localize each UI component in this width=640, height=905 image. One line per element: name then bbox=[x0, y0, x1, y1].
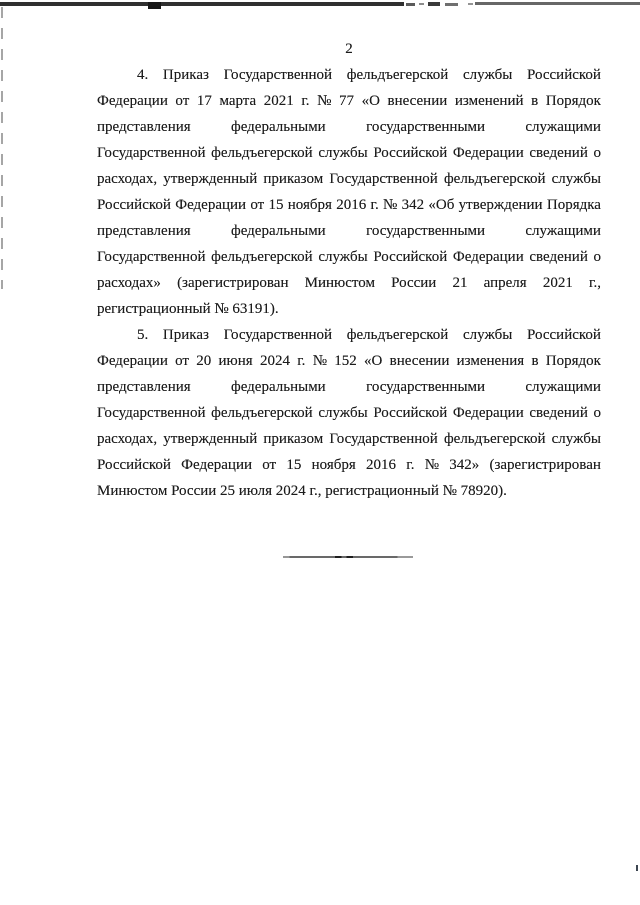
text-line: 4. Приказ Государственной фельдъегерской службы Российской bbox=[137, 67, 601, 83]
text-line: Федерации от 17 марта 2021 г. № 77 «О внесении изменений в Порядок bbox=[97, 93, 601, 109]
text-line: представления федеральными государственными служащими bbox=[97, 379, 601, 395]
document-body bbox=[97, 62, 601, 504]
separator-rule bbox=[283, 556, 413, 558]
scan-artifact-segment bbox=[475, 2, 640, 5]
scan-artifact-segment bbox=[148, 2, 161, 9]
text-line: Федерации от 20 июня 2024 г. № 152 «О внесении изменения в Порядок bbox=[97, 353, 601, 369]
scan-artifact-segment bbox=[428, 2, 440, 6]
text-line: расходах» (зарегистрирован Минюстом России 21 апреля 2021 г., bbox=[97, 275, 601, 291]
scan-artifact-segment bbox=[445, 3, 458, 6]
page-number: 2 bbox=[345, 41, 353, 57]
text-line: Минюстом России 25 июля 2024 г., регистрационный № 78920). bbox=[97, 483, 507, 499]
paragraph-item-5 bbox=[97, 322, 601, 504]
text-line: Государственной фельдъегерской службы Российской Федерации сведений о bbox=[97, 405, 601, 421]
text-line: расходах, утвержденный приказом Государственной фельдъегерской службы bbox=[97, 431, 601, 447]
scan-artifact-dot bbox=[636, 865, 638, 871]
document-content bbox=[97, 36, 601, 504]
scan-artifact-segment bbox=[406, 3, 415, 6]
scan-artifact-left-dashes bbox=[1, 7, 3, 289]
text-line: представления федеральными государственными служащими bbox=[97, 119, 601, 135]
text-line: Государственной фельдъегерской службы Российской Федерации сведений о bbox=[97, 145, 601, 161]
text-line: 5. Приказ Государственной фельдъегерской службы Российской bbox=[137, 327, 601, 343]
text-line: Государственной фельдъегерской службы Российской Федерации сведений о bbox=[97, 249, 601, 265]
text-line: расходах, утвержденный приказом Государственной фельдъегерской службы bbox=[97, 171, 601, 187]
scan-artifact-segment bbox=[0, 2, 404, 6]
paragraph-item-4 bbox=[97, 62, 601, 322]
text-line: Российской Федерации от 15 ноября 2016 г. № 342» (зарегистрирован bbox=[97, 457, 601, 473]
text-line: представления федеральными государственными служащими bbox=[97, 223, 601, 239]
scan-artifact-segment bbox=[419, 3, 424, 5]
text-line: Российской Федерации от 15 ноября 2016 г. № 342 «Об утверждении Порядка bbox=[97, 197, 601, 213]
scan-artifact-segment bbox=[468, 3, 473, 5]
text-line: регистрационный № 63191). bbox=[97, 301, 279, 317]
